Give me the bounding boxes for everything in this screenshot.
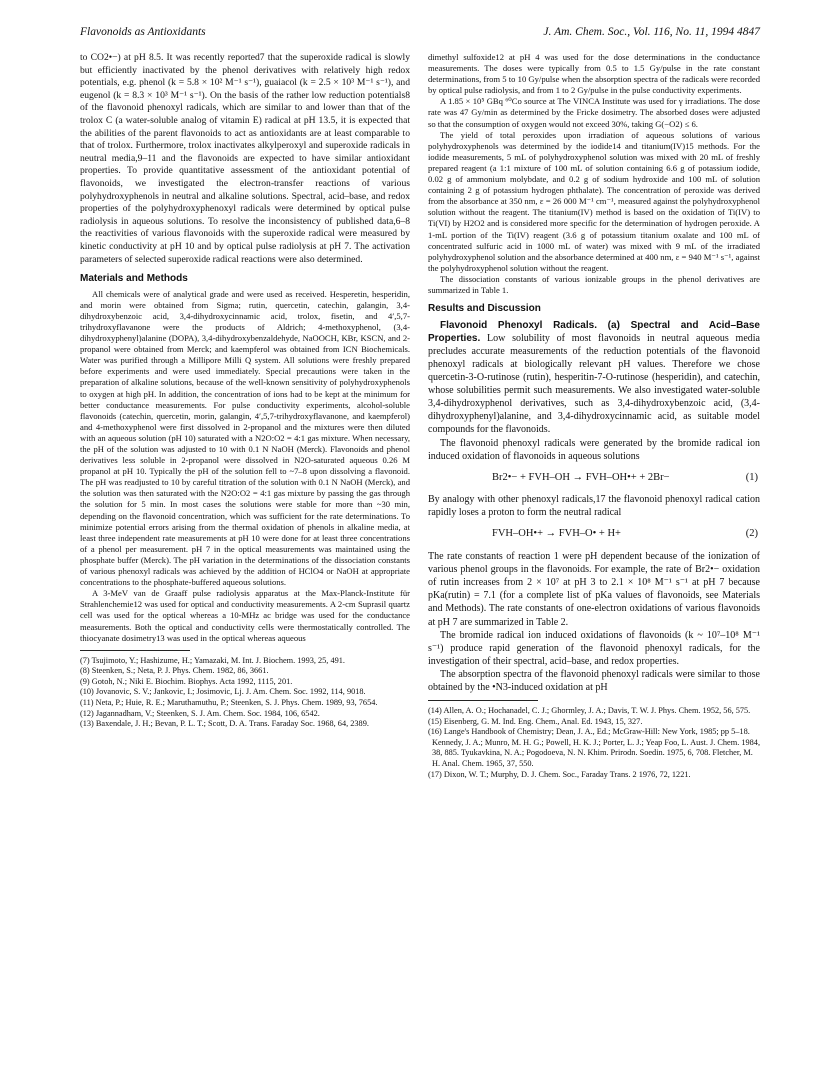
section-title-results: Results and Discussion [428,303,541,315]
left-column [80,52,410,730]
methods-paragraph-2: A 3-MeV van de Graaff pulse radiolysis apparatus at the Max-Planck-Institute für Strahlenchemie12 was used for optical and conductivity measurements. A 2-cm Suprasil quartz cell was used for the optical whereas a 10-MHz ac bridge was used for the conductance measurements. Both the optical and conductivity cells were thermostatically controlled. The thiocyanate dosimetry13 was used in the optical whereas aqueous [80,588,410,643]
results-paragraph-5: The bromide radical ion induced oxidations of flavonoids (k ~ 10⁷–10⁸ M⁻¹ s⁻¹) produce rapid generation of the flavonoid phenoxyl radicals, for the investigation of their spectral, acid–base, and redox properties. [428,629,760,667]
reference-item: (14) Allen, A. O.; Hochanadel, C. J.; Ghormley, J. A.; Davis, T. W. J. Phys. Chem. 1952, 56, 575. [428,706,751,716]
intro-paragraph: to CO2•−) at pH 8.5. It was recently reported7 that the superoxide radical is slowly but efficiently inactivated by the phenol derivatives with relatively high redox potentials, e.g. phenol (k = 5.8 × 10² M⁻¹ s⁻¹), guaiacol (k = 2.5 × 10³ M⁻¹ s⁻¹), and eugenol (k = 8.3 × 10³ M⁻¹ s⁻¹). On the basis of the rather low reduction potentials8 of the flavonoid phenoxyl radicals, which are similar to and lower than that of the trolox C (a water-soluble analog of vitamin E) radical at pH 13.5, it is expected that the abilities of the parent flavonoids to act as antioxidants are at least comparable to that of trolox. Furthermore, trolox inactivates alkylperoxyl and superoxide radicals in neutral media,9–11 and the flavonoids are expected to have similar antioxidant properties. To provide quantitative assessment of the antioxidant potential of flavonoids, we investigated the electron-transfer reactions of various polyhydroxyphenols in neutral and alkaline solutions. Spectral, acid–base, and redox properties of the polyhydroxyphenoxyl radicals were determined by optical pulse radiolysis in aqueous solutions. To resolve the inconsistency of published data,6–8 the reactivities of various flavonoids with the superoxide radical were measured by kinetic conductivity at pH 10 and by optical pulse radiolysis at pH 7. The activation parameters of selected superoxide radical reactions were also determined. [80,52,410,265]
footnote-rule [80,650,190,651]
results-paragraph-2: The flavonoid phenoxyl radicals were generated by the bromide radical ion induced oxidation of flavonoids in aqueous solutions [428,437,760,462]
results-paragraph-3: By analogy with other phenoxyl radicals,17 the flavonoid phenoxyl radical cation rapidly loses a proton to form the neutral radical [428,494,760,519]
reference-item: (15) Eisenberg, G. M. Ind. Eng. Chem., Anal. Ed. 1943, 15, 327. [428,716,643,726]
reference-item: (10) Jovanovic, S. V.; Jankovic, I.; Josimovic, Lj. J. Am. Chem. Soc. 1992, 114, 9018. [80,687,366,697]
subsection-title: Flavonoid Phenoxyl Radicals. (a) Spectral and Acid–Base Properties. [428,319,760,344]
references-left [80,656,410,730]
reference-item: (9) Gotoh, N.; Niki E. Biochim. Biophys. Acta 1992, 1115, 201. [80,676,293,686]
results-paragraph-6: The absorption spectra of the flavonoid phenoxyl radicals were similar to those obtained by the •N3-induced oxidation at pH [428,668,760,693]
methods-paragraph-1: All chemicals were of analytical grade and were used as received. Hesperetin, hesperidin, and morin were obtained from Sigma; rutin, quercetin, catechin, galangin, 3,4-dihydroxybenzoic acid, 3,4-dihydroxycinnamic acid, trolox, fisetin, and 4′,5,7-trihydroxyflavanone were the products of Aldrich; 4-methoxyphenol, (3,4-dihydroxyphenyl)alanine (DOPA), 3,4-dihydroxybenzaldehyde, NaOOCH, KBr, KSCN, and 2-propanol were obtained from Merck; and kaempferol was obtained from ICN Biochemicals. Water was purified through a Millipore Milli Q system. All solutions were freshly prepared before experiments and were used immediately. Special precautions were taken in the preparation of alkaline solutions, because of the well-known sensitivity of polyhydroxyphenols to oxygen at high pH. In addition, the concentration of ions had to be kept at the minimum for better conductance measurements. For pulse conductivity experiments, alcohol-soluble flavonoids (catechin, quercetin, morin, galangin, 4′,5,7-trihydroxyflavanone, and kaempferol) and 4-methoxyphenol were first dissolved in 2-propanol and the mixtures were then diluted with an aqueous solution (pH 10) saturated with a N2O:O2 = 4:1 gas mixture. When necessary, the pH of the solution was adjusted to 10 with 0.1 N NaOH (Merck). Flavonoids and phenol derivatives less soluble in 2-propanol were dissolved in N2O-saturated aqueous 0.26 M propanol at pH 10. Typically the pH of the solution fell to ~7–8 upon dissolving a flavonoid. The pH was readjusted to 10 by careful titration of the solution with 0.1 N NaOH (Merck), and the solution was then saturated with the N2O:O2 = 4:1 gas mixture by passing the gas through the solution for 5 min. In most cases the solutions were stable for more than ~30 min, depending on the flavonoid concentration, which was sufficient for the rate determinations. To minimize potential errors arising from the thermal oxidation of phenols in alkaline media, at least three independent rate measurements at pH 10 were done for at least three concentrations of a phenol per measurement. pH 7 in the optical measurements was maintained using the phosphate buffer (Merck). The pH variation in the determinations of the dissociation constants of various phenoxyl radicals was achieved by the addition of HClO4 or NaOH at appropriate concentrations to the phosphate-buffered aqueous solutions. [80,288,410,588]
results-paragraph-4: The rate constants of reaction 1 were pH dependent because of the ionization of various phenol groups in the flavonoids. For example, the rate of Br2•− oxidation of rutin increases from 2 × 10⁷ at pH 3 to 2.1 × 10⁸ M⁻¹ s⁻¹ at pH 7 because pKa(rutin) = 7.1 (for a complete list of pKa values of flavonoids, see Materials and Methods). The rate constants of one-electron oxidations of various flavonoids at pH 7 are summarized in Table 2. [428,551,760,628]
methods-paragraph-4: A 1.85 × 10⁵ GBq ⁶⁰Co source at The VINCA Institute was used for γ irradiations. The dose rate was 47 Gy/min as determined by the Fricke dosimetry. The absorbed doses were adjusted so that the consumption of oxygen would not exceed 30%, taking G(−O2) ≤ 6. [428,96,760,129]
reference-item: (7) Tsujimoto, Y.; Hashizume, H.; Yamazaki, M. Int. J. Biochem. 1993, 25, 491. [80,655,345,665]
equation-2-text: FVH–OH•+ → FVH–O• + H+ [492,528,621,540]
equation-1-text: Br2•− + FVH–OH → FVH–OH•+ + 2Br− [492,471,670,483]
reference-item: (12) Jagannadham, V.; Steenken, S. J. Am. Chem. Soc. 1984, 106, 6542. [80,708,320,718]
header-citation: J. Am. Chem. Soc., Vol. 116, No. 11, 1994 4847 [543,26,760,38]
reference-item: (13) Baxendale, J. H.; Bevan, P. L. T.; Scott, D. A. Trans. Faraday Soc. 1968, 64, 2389. [80,719,369,729]
reference-item: (11) Neta, P.; Huie, R. E.; Maruthamuthu, P.; Steenken, S. J. Phys. Chem. 1989, 93, 7654. [80,698,378,708]
methods-paragraph-5: The yield of total peroxides upon irradiation of aqueous solutions of various polyhydroxyphenols was determined by the iodide14 and titanium(IV)15 methods. For the iodide measurements, 5 mL of polyhydroxyphenol solution was mixed with 20 mL of freshly prepared reagent (a 1:1 mixture of 100 mL of solution containing 6.6 g of potassium iodide, 0.02 g of ammonium molybdate, and 0.2 g of sodium hydroxide and 100 mL of solution containing 2 g of potassium hydrogen phthalate). The concentration of peroxide was derived from the absorbance at 350 nm, ε = 26 000 M⁻¹ cm⁻¹, measured against the polyhydroxyphenol solution without the reagent. The titanium(IV) method is based on the oxidation of Ti(IV) to Ti(VI) by H2O2 and is considered more specific for the determination of hydrogen peroxide. A 1-mL portion of the Ti(IV) reagent (3.6 g of potassium titanium oxalate and 100 mL of concentrated sulfuric acid in 1000 mL of water) was mixed with 9 mL of the irradiated polyhydroxyphenol solution and the absorbance determined at 400 nm, ε = 940 M⁻¹ s⁻¹, against the polyhydroxyphenol solution without the reagent. [428,129,760,273]
reference-item: (8) Steenken, S.; Neta, P. J. Phys. Chem. 1982, 86, 3661. [80,666,269,676]
results-paragraph-1: Low solubility of most flavonoids in neutral aqueous media precludes accurate measurements of the reduction potentials of the flavonoid phenoxyl radicals at biologically relevant pH values. Therefore we chose quercetin-3-O-rutinose (rutin), hesperitin-7-O-rutinose (hesperidin), and catechin, whose solubilities permit such measurements. We also investigated water-soluble 3,4-dihydroxyphenol derivatives, such as 3,4-dihydroxybenzoic acid, (3,4-dihydroxyphenyl)alanine, and 3,4-dihydroxycinnamic acid, as suitable model compounds for the flavonoids. [428,332,760,436]
references-right [428,706,760,780]
equation-1 [428,472,760,485]
equation-1-number: (1) [745,471,758,483]
right-column [428,52,760,780]
footnote-rule [428,700,538,701]
reference-item: (16) Lange's Handbook of Chemistry; Dean, J. A., Ed.; McGraw-Hill: New York, 1985; pp 5–18. Kennedy, J. A.; Munro, M. H. G.; Powell, H. K. J.; Porter, L. J.; Yeap Foo, L. Aust. J. Chem. 1984, 38, 885. Tyukavkina, N. A.; Pogodoeva, N. N. Khim. Prirodn. Soedin. 1975, 6, 708. Fletcher, M. H. Anal. Chem. 1965, 37, 550. [428,727,761,769]
reference-item: (17) Dixon, W. T.; Murphy, D. J. Chem. Soc., Faraday Trans. 2 1976, 72, 1221. [428,769,691,779]
methods-paragraph-3: dimethyl sulfoxide12 at pH 4 was used for the dose determinations in the conductance measurements. The doses were typically from 0.5 to 1.5 Gy/pulse in the rate constant determinations, from 5 to 10 Gy/pulse when the absorption spectra of the radicals were recorded by optical pulse radiolysis, and from 1 to 2 Gy/pulse in the pulse conductivity experiments. [428,52,760,96]
section-title-materials: Materials and Methods [80,273,188,285]
header-title: Flavonoids as Antioxidants [80,26,206,38]
equation-2 [428,528,760,541]
methods-paragraph-6: The dissociation constants of various ionizable groups in the phenol derivatives are summarized in Table 1. [428,273,760,295]
equation-2-number: (2) [745,528,758,540]
